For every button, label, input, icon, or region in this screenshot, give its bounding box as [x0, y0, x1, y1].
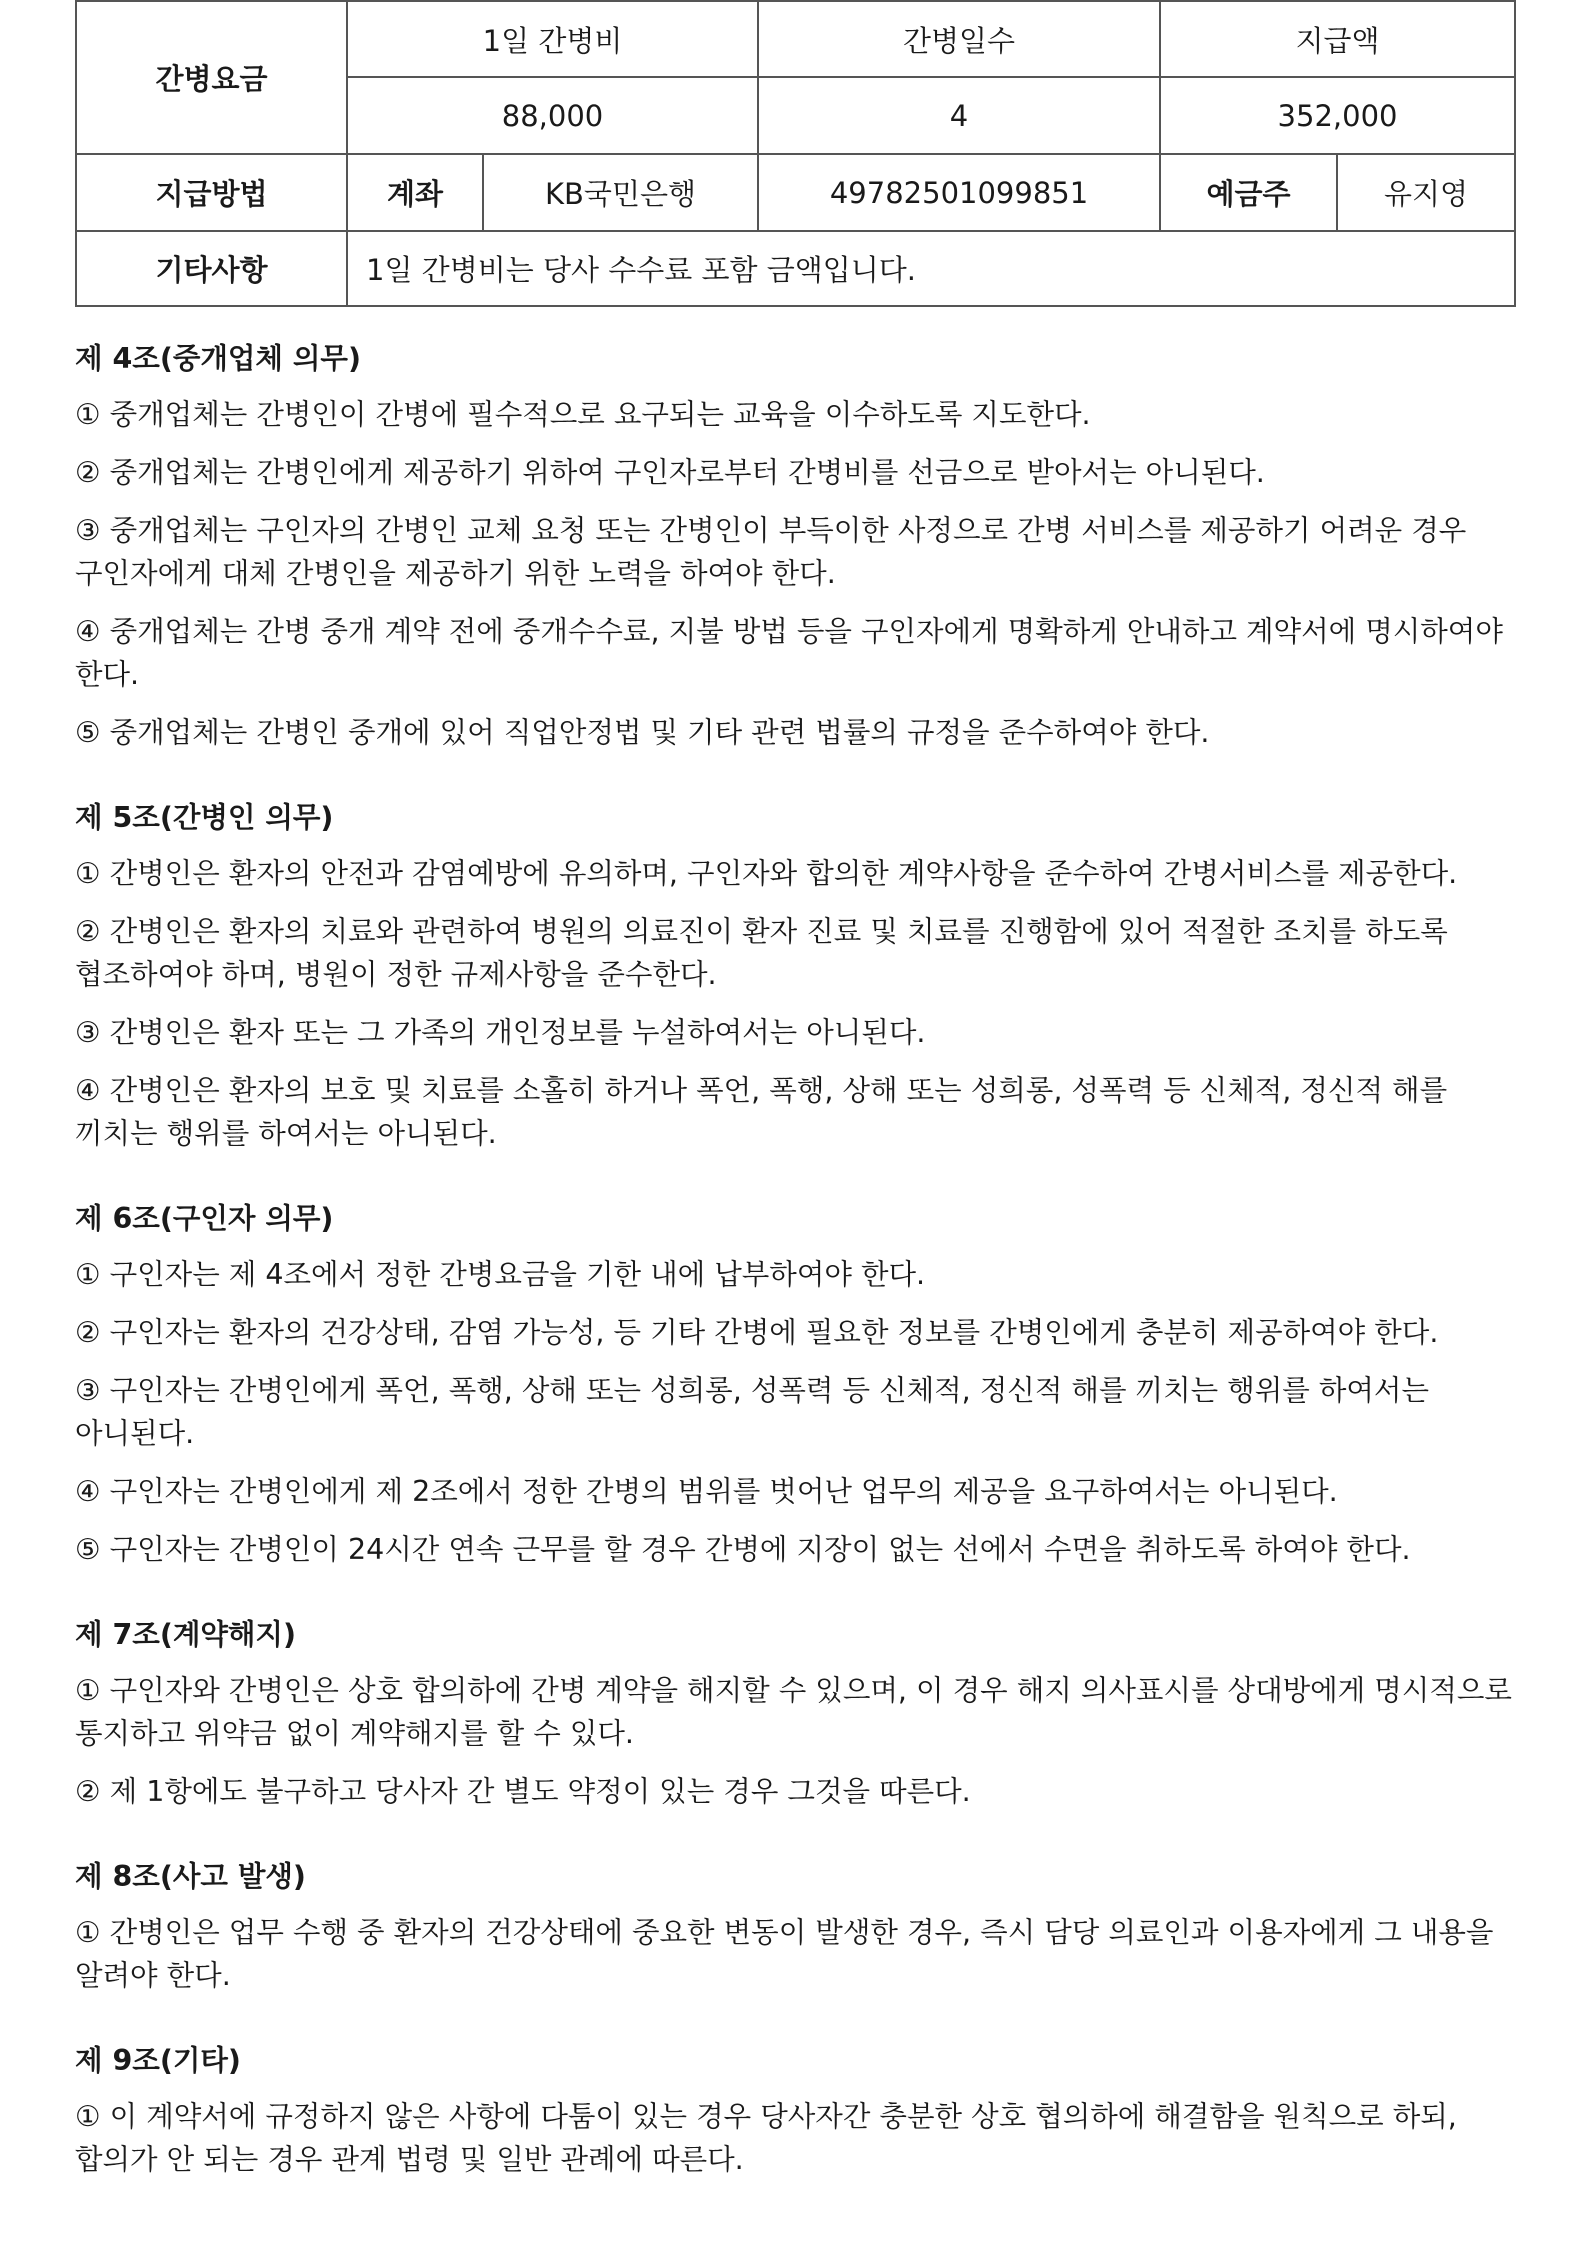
article-title: 제 6조(구인자 의무) — [75, 1202, 334, 1235]
article-section — [75, 337, 1514, 754]
payment-method-label: 지급방법 — [76, 154, 347, 231]
article-clause: ⑤ 중개업체는 간병인 중개에 있어 직업안정법 및 기타 관련 법률의 규정을 준수하여야 한다. — [75, 716, 1210, 749]
article-section — [75, 1855, 1514, 1997]
article-section — [75, 796, 1514, 1155]
fee-table-row — [76, 231, 1515, 306]
article-clause: ② 간병인은 환자의 치료와 관련하여 병원의 의료진이 환자 진료 및 치료를 진행함에 있어 적절한 조치를 하도록 협조하여야 하며, 병원이 정한 규제사항을 준수한다. — [75, 915, 1448, 991]
article-clause: ② 제 1항에도 불구하고 당사자 간 별도 약정이 있는 경우 그것을 따른다. — [75, 1775, 971, 1808]
articles-section — [75, 337, 1514, 2181]
article-clause: ① 구인자는 제 4조에서 정한 간병요금을 기한 내에 납부하여야 한다. — [75, 1258, 926, 1291]
other-notes-value: 1일 간병비는 당사 수수료 포함 금액입니다. — [347, 231, 1515, 306]
article-clause: ① 구인자와 간병인은 상호 합의하에 간병 계약을 해지할 수 있으며, 이 경우 해지 의사표시를 상대방에게 명시적으로 통지하고 위약금 없이 계약해지를 할 수 있다. — [75, 1674, 1512, 1750]
account-holder-label: 예금주 — [1160, 154, 1337, 231]
article-section — [75, 1197, 1514, 1571]
fee-table — [75, 0, 1516, 307]
fee-table-row — [76, 154, 1515, 231]
article-clause: ① 간병인은 환자의 안전과 감염예방에 유의하며, 구인자와 합의한 계약사항을 준수하여 간병서비스를 제공한다. — [75, 857, 1458, 890]
article-title: 제 8조(사고 발생) — [75, 1860, 306, 1893]
account-label: 계좌 — [347, 154, 483, 231]
article-clause: ② 구인자는 환자의 건강상태, 감염 가능성, 등 기타 간병에 필요한 정보를 간병인에게 충분히 제공하여야 한다. — [75, 1316, 1439, 1349]
other-notes-label: 기타사항 — [76, 231, 347, 306]
account-holder: 유지영 — [1337, 154, 1515, 231]
article-title: 제 7조(계약해지) — [75, 1618, 296, 1651]
article-title: 제 9조(기타) — [75, 2044, 241, 2077]
bank-name: KB국민은행 — [483, 154, 758, 231]
fee-label: 간병요금 — [76, 1, 347, 154]
article-title: 제 5조(간병인 의무) — [75, 801, 334, 834]
days-value: 4 — [758, 77, 1160, 154]
article-clause: ① 간병인은 업무 수행 중 환자의 건강상태에 중요한 변동이 발생한 경우, 즉시 담당 의료인과 이용자에게 그 내용을 알려야 한다. — [75, 1916, 1494, 1992]
article-clause: ④ 중개업체는 간병 중개 계약 전에 중개수수료, 지불 방법 등을 구인자에게 명확하게 안내하고 계약서에 명시하여야 한다. — [75, 615, 1503, 691]
payment-amount-value: 352,000 — [1160, 77, 1515, 154]
payment-amount-header: 지급액 — [1160, 1, 1515, 77]
daily-fee-value: 88,000 — [347, 77, 758, 154]
article-clause: ③ 중개업체는 구인자의 간병인 교체 요청 또는 간병인이 부득이한 사정으로 간병 서비스를 제공하기 어려운 경우 구인자에게 대체 간병인을 제공하기 위한 노력을 하여야 한다. — [75, 514, 1467, 590]
article-clause: ④ 구인자는 간병인에게 제 2조에서 정한 간병의 범위를 벗어난 업무의 제공을 요구하여서는 아니된다. — [75, 1475, 1338, 1508]
article-section — [75, 2039, 1514, 2181]
article-clause: ③ 간병인은 환자 또는 그 가족의 개인정보를 누설하여서는 아니된다. — [75, 1016, 926, 1049]
contract-page — [75, 0, 1514, 2223]
fee-table-row — [76, 1, 1515, 77]
daily-fee-header: 1일 간병비 — [347, 1, 758, 77]
account-number: 49782501099851 — [758, 154, 1160, 231]
article-title: 제 4조(중개업체 의무) — [75, 342, 361, 375]
article-clause: ③ 구인자는 간병인에게 폭언, 폭행, 상해 또는 성희롱, 성폭력 등 신체적, 정신적 해를 끼치는 행위를 하여서는 아니된다. — [75, 1374, 1429, 1450]
article-clause: ④ 간병인은 환자의 보호 및 치료를 소홀히 하거나 폭언, 폭행, 상해 또는 성희롱, 성폭력 등 신체적, 정신적 해를 끼치는 행위를 하여서는 아니된다. — [75, 1074, 1448, 1150]
days-header: 간병일수 — [758, 1, 1160, 77]
article-clause: ② 중개업체는 간병인에게 제공하기 위하여 구인자로부터 간병비를 선금으로 받아서는 아니된다. — [75, 456, 1265, 489]
article-section — [75, 1613, 1514, 1813]
article-clause: ⑤ 구인자는 간병인이 24시간 연속 근무를 할 경우 간병에 지장이 없는 선에서 수면을 취하도록 하여야 한다. — [75, 1533, 1411, 1566]
article-clause: ① 중개업체는 간병인이 간병에 필수적으로 요구되는 교육을 이수하도록 지도한다. — [75, 398, 1091, 431]
article-clause: ① 이 계약서에 규정하지 않은 사항에 다툼이 있는 경우 당사자간 충분한 상호 협의하에 해결함을 원칙으로 하되, 합의가 안 되는 경우 관계 법령 및 일반 관례에 따른다. — [75, 2100, 1457, 2176]
